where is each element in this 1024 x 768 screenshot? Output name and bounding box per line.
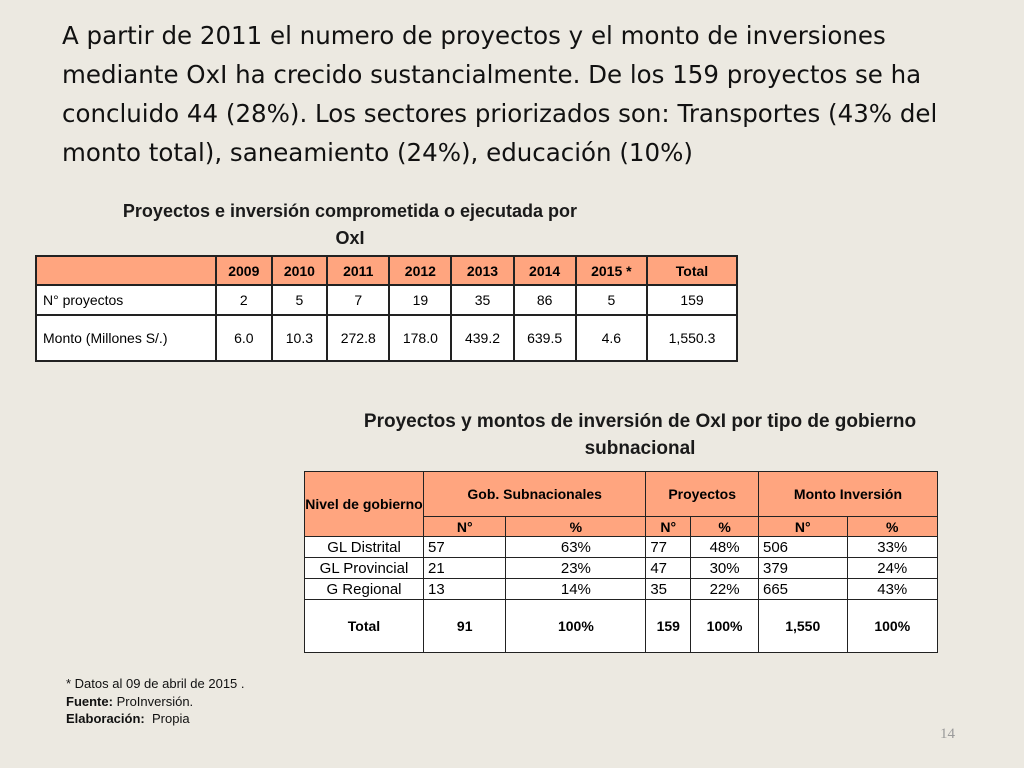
t1-header-2014: 2014 — [514, 256, 576, 285]
cell: 2 — [216, 285, 272, 315]
cell: 178.0 — [389, 315, 451, 361]
cell: 1,550 — [758, 600, 847, 653]
cell: 100% — [506, 600, 646, 653]
cell: 24% — [847, 558, 937, 579]
cell: 77 — [646, 537, 691, 558]
cell: 43% — [847, 579, 937, 600]
elaboration-label: Elaboración: — [66, 711, 145, 726]
cell: 57 — [424, 537, 506, 558]
t2-header-group-proyectos: Proyectos — [646, 472, 759, 517]
source-value: ProInversión. — [116, 693, 194, 709]
row-label: GL Distrital — [305, 537, 424, 558]
cell: 100% — [847, 600, 937, 653]
table-row — [36, 285, 737, 315]
t2-subheader: % — [506, 517, 646, 537]
elaboration-note — [66, 710, 245, 728]
row-label: GL Provincial — [305, 558, 424, 579]
slide-headline: A partir de 2011 el numero de proyectos y el monto de inversiones mediante OxI ha crecido sustancialmente. De los 159 proyectos se ha concluido 44 (28%). Los sectores priorizados son: Transportes (43% del monto total), saneamiento (24%), educación (10%) — [62, 21, 938, 167]
footnotes — [66, 675, 245, 728]
table-row — [305, 558, 938, 579]
cell: 379 — [758, 558, 847, 579]
cell: 10.3 — [272, 315, 328, 361]
t1-header-2015: 2015 * — [576, 256, 647, 285]
cell: 272.8 — [327, 315, 389, 361]
t1-header-blank — [36, 256, 216, 285]
cell: 48% — [691, 537, 759, 558]
cell: 4.6 — [576, 315, 647, 361]
cell: 665 — [758, 579, 847, 600]
t1-header-2012: 2012 — [389, 256, 451, 285]
source-note — [66, 693, 245, 711]
table1-caption: Proyectos e inversión comprometida o ejecutada por OxI — [122, 201, 578, 248]
cell: 439.2 — [451, 315, 513, 361]
cell: 86 — [514, 285, 576, 315]
date-note: * Datos al 09 de abril de 2015 . — [66, 676, 245, 691]
t2-subheader: N° — [758, 517, 847, 537]
cell: 5 — [272, 285, 328, 315]
t1-header-2010: 2010 — [272, 256, 328, 285]
cell: 22% — [691, 579, 759, 600]
cell: 19 — [389, 285, 451, 315]
cell: 33% — [847, 537, 937, 558]
t2-subheader: % — [691, 517, 759, 537]
cell: 23% — [506, 558, 646, 579]
row-label: Monto (Millones S/.) — [36, 315, 216, 361]
cell: 35 — [451, 285, 513, 315]
cell: 5 — [576, 285, 647, 315]
cell: 21 — [424, 558, 506, 579]
cell: 91 — [424, 600, 506, 653]
t2-header-group-gob: Gob. Subnacionales — [424, 472, 646, 517]
cell: 30% — [691, 558, 759, 579]
table-row — [305, 579, 938, 600]
row-label: Total — [305, 600, 424, 653]
t2-subheader: % — [847, 517, 937, 537]
cell: 100% — [691, 600, 759, 653]
t1-header-2013: 2013 — [451, 256, 513, 285]
cell: 159 — [647, 285, 737, 315]
cell: 159 — [646, 600, 691, 653]
cell: 13 — [424, 579, 506, 600]
source-label: Fuente: — [66, 693, 113, 709]
elaboration-value: Propia — [151, 711, 190, 726]
cell: 6.0 — [216, 315, 272, 361]
table-row — [305, 537, 938, 558]
cell: 14% — [506, 579, 646, 600]
cell: 1,550.3 — [647, 315, 737, 361]
cell: 35 — [646, 579, 691, 600]
t2-header-level: Nivel de gobierno — [305, 472, 424, 537]
total-row — [305, 600, 938, 653]
subnational-government-table — [304, 471, 938, 653]
t1-header-2011: 2011 — [327, 256, 389, 285]
row-label: N° proyectos — [36, 285, 216, 315]
t2-subheader: N° — [424, 517, 506, 537]
cell: 47 — [646, 558, 691, 579]
cell: 63% — [506, 537, 646, 558]
projects-by-year-table — [35, 255, 738, 362]
table2-caption: Proyectos y montos de inversión de OxI por tipo de gobierno subnacional — [363, 411, 917, 459]
cell: 506 — [758, 537, 847, 558]
page-number: 14 — [940, 726, 955, 742]
t2-subheader: N° — [646, 517, 691, 537]
cell: 7 — [327, 285, 389, 315]
table-row — [36, 315, 737, 361]
cell: 639.5 — [514, 315, 576, 361]
row-label: G Regional — [305, 579, 424, 600]
t1-header-total: Total — [647, 256, 737, 285]
t1-header-2009: 2009 — [216, 256, 272, 285]
t2-header-group-monto: Monto Inversión — [758, 472, 937, 517]
